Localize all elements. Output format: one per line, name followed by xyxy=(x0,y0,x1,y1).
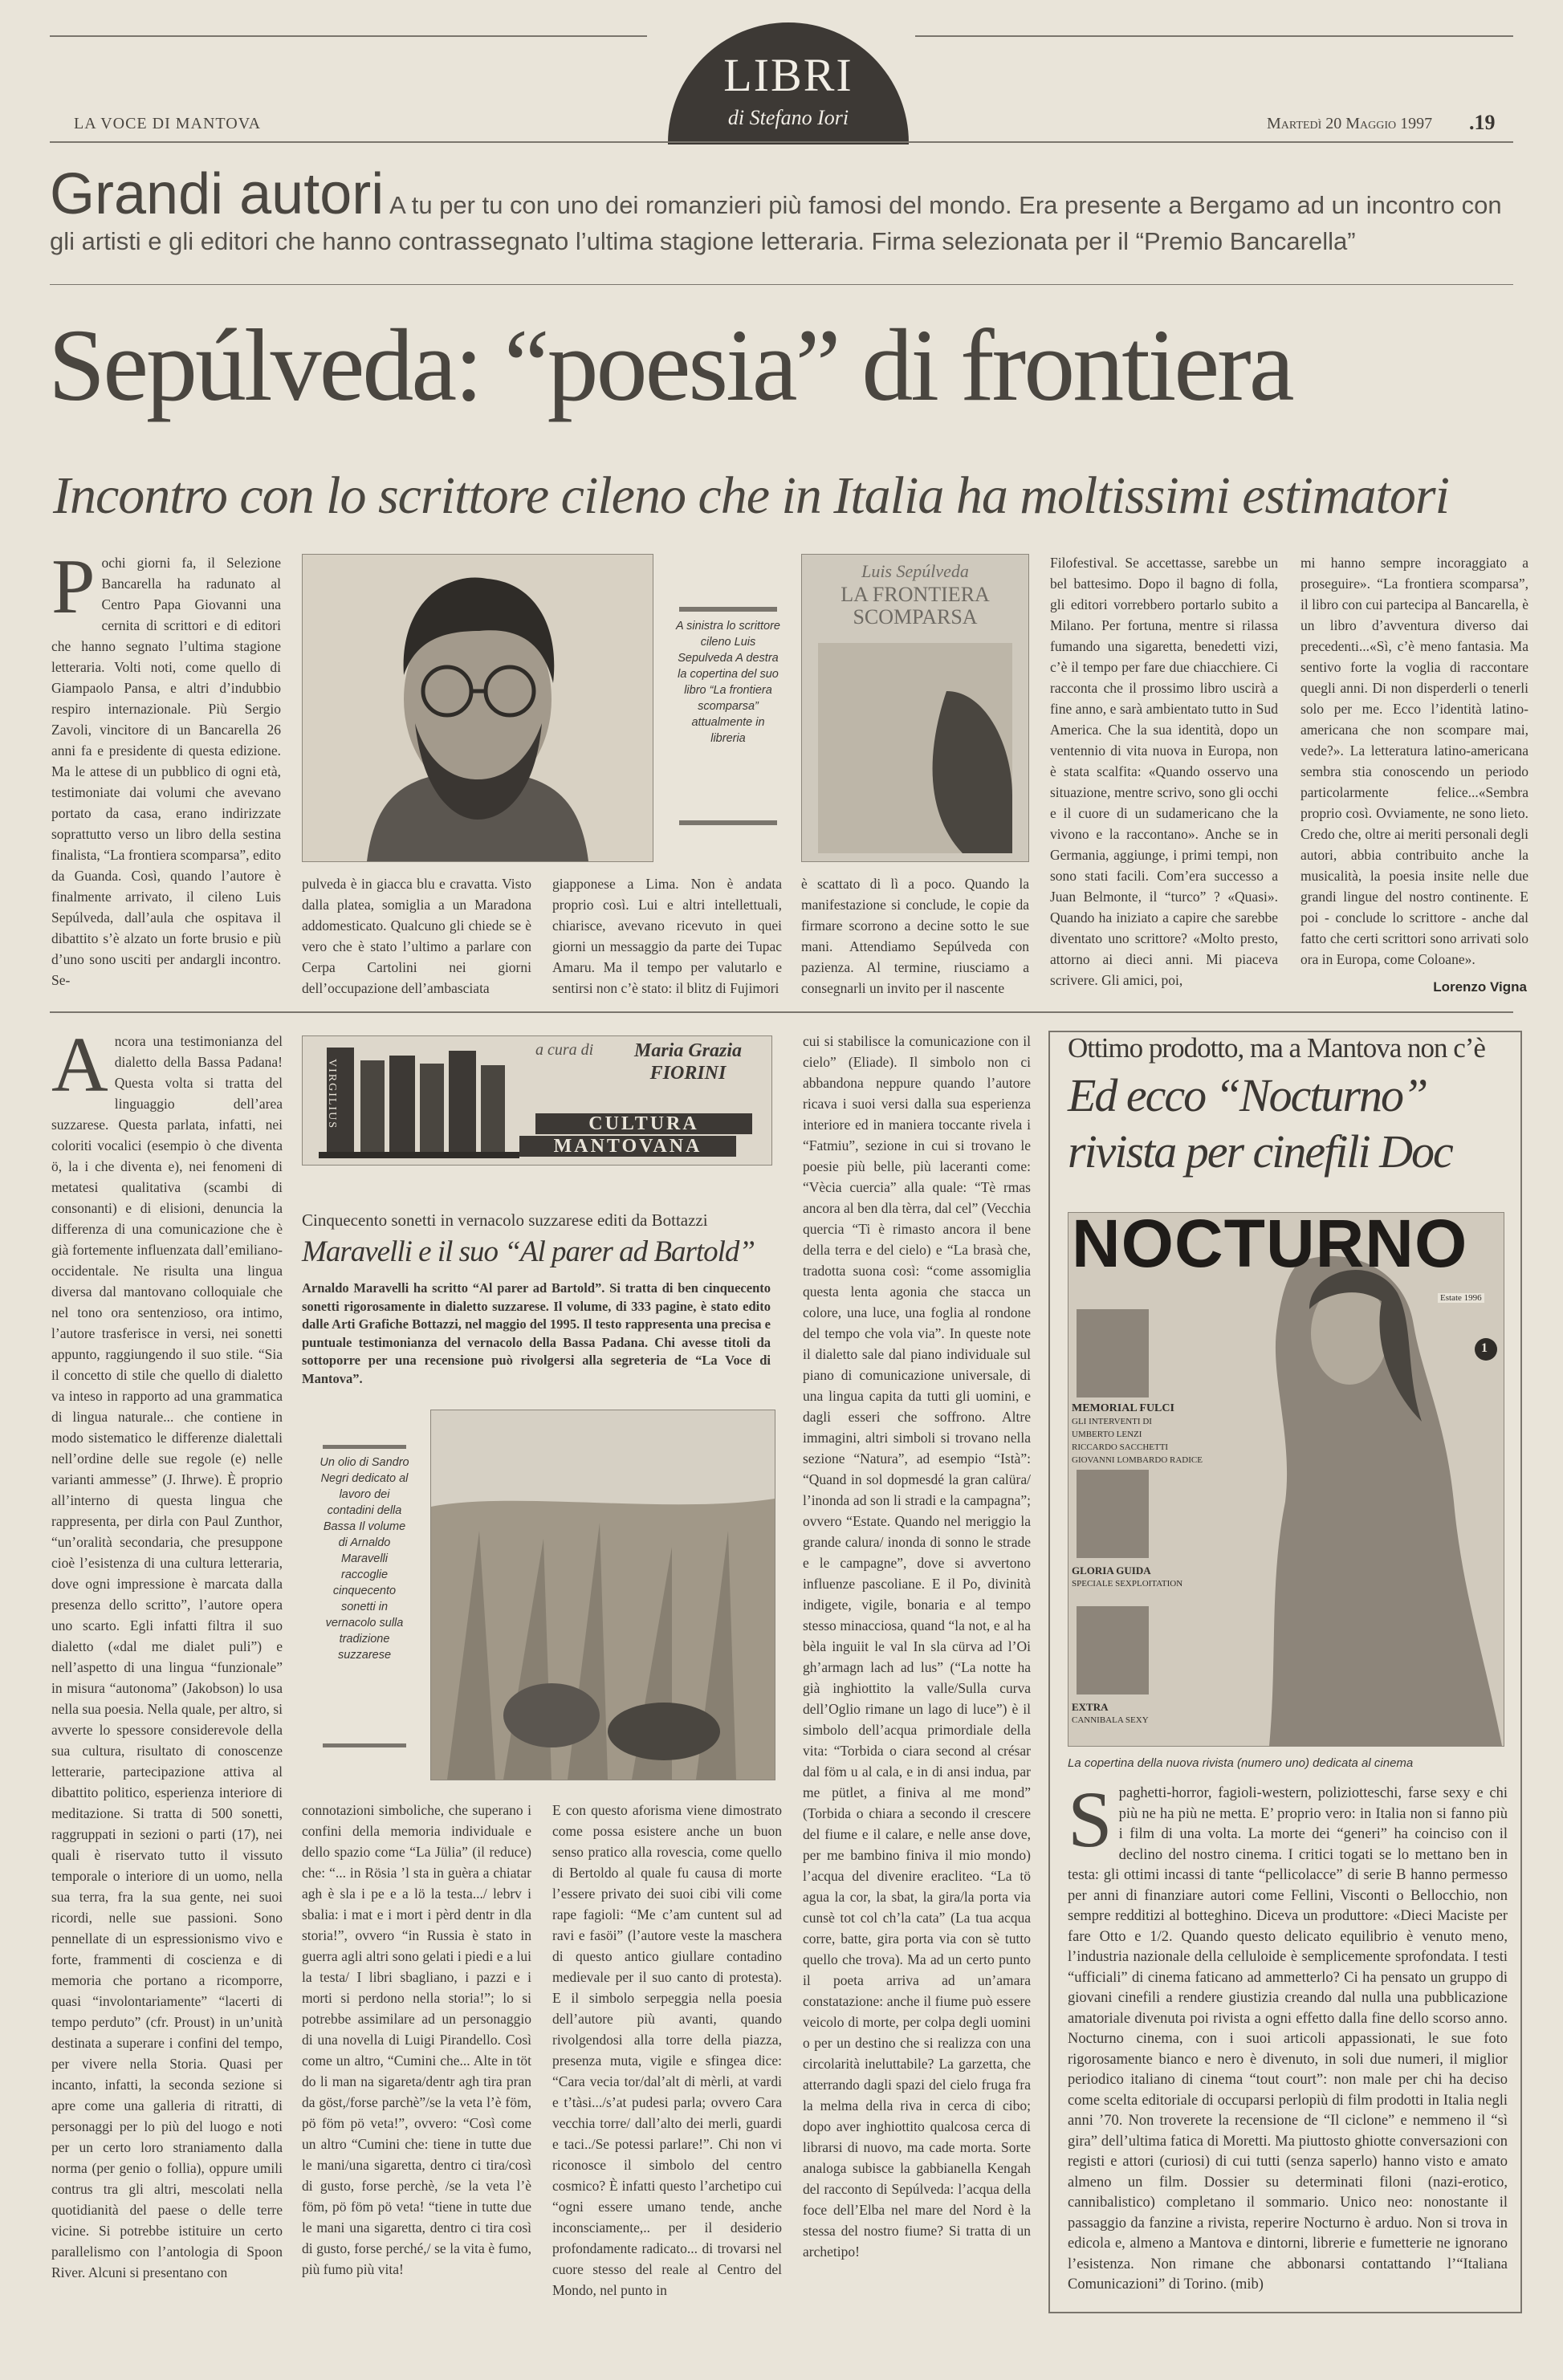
cover-line-5: GIOVANNI LOMBARDO RADICE xyxy=(1072,1455,1203,1465)
curator: Maria Grazia FIORINI xyxy=(633,1040,743,1084)
cover-line-2: GLI INTERVENTI DI xyxy=(1072,1417,1152,1426)
issue-date: Martedì 20 Maggio 1997 xyxy=(1267,115,1433,132)
article-text: giapponese a Lima. Non è andata proprio così. Lui e altri intellettuali, chiarisce, avevano ricevuto in quei giorni un messaggio da parte dei Tupac Amaru. Ma il tempo per valutarlo e sentirsi non c’è stato: il blitz di Fujimori xyxy=(552,876,782,996)
section-title: LIBRI xyxy=(723,49,853,101)
sepulveda-col-4 xyxy=(801,873,1029,1002)
article-text: cui si stabilisce la comunicazione con il cielo” (Eliade). Il simbolo non ci abbandona neppure quando l’autore ricava i suoi versi dalla sua esperienza interiore ed in maniera toccante rivela i “Fatmiu”, sezione in cui si trovano le poesie più belle, più laceranti come: “Vècia cuercia” alla quale: “Tè rmas ancora al ben dla tèrra, dal cel” (Vecchia quercia “Ti è rimasto ancora il bene della terra e del cielo) e “La brasà che, tradotta suona così: “come assomiglia questa lenta agonia che stacca un colore, una luce, una foglia al rondone del tempo che vola via”. In queste note il dialetto sale dal piano individuale sul piano di comunicazione universale, di una lingua capita da tutti gli uomini, e dagli esseri che soffrono. Altre immagini, altri simboli si trovano nella sezione “Natura”, ad esempio “Istà”: “Quand in sol dopmesdé la gran calüra/ l’inonda ad son li stradi e la campagna”; ovvero “Estate. Quando nel meriggio la grande calura/ inonda di sonno le strade e le campagne”, dove si avvertono influenze pascoliane. E il Po, divinità indigete, vigile, bonaria e al tempo stesso minacciosa, quand “la not, e al ha bèla inguiit le val In sla cürva ad l’Oi gh’armagn lach ad lus” (“La notte ha già inghiottito la valle/Sulla curva dell’Oglio rimane un lago di luce”) è il simbolo dell’acqua primordiale della vita: “Torbida o ciara second al crésar dal föm u al cala, e in di ansi indua, par me pütlet, a finiva al me mond” (Torbida o chiara a secondo il crescere del fiume e il calare, e nelle anse dove, per me bambino finiva il mio mondo) l’acqua del divenire eracliteo. “La tö agua la cor, la sbat, la gira/la porta via cunsè tot col ch’la cata” (La tua acqua corre, batte, gira porta via con sè tutto quello che trova). Ma ad un certo punto il poeta arriva ad un’amara constatazione: anche il fiume può essere veicolo di morte, per colpa degli uomini o per un destino che si realizza con una circolarità ineluttabile? La garzetta, che atterrando dagli spazi del cielo fruga fra la melma della riva in cerca di cibo; dopo aver inghiottito qualcosa cerca di librarsi di nuovo, ma cade morta. Sorte analoga subisce la gabbianella Kengah del racconto di Sepúlveda: l’acqua della foce dell’Elba nel mare del Nord è la stessa del nostro fiume? Si tratta di un archetipo! xyxy=(803,1033,1031,2260)
nocturno-caption: La copertina della nuova rivista (numero uno) dedicata al cinema xyxy=(1068,1756,1414,1770)
book-cover xyxy=(801,554,1029,862)
nocturno-title: Ed ecco “Nocturno” rivista per cinefili Doc xyxy=(1068,1069,1452,1178)
book-title: LA FRONTIERA SCOMPARSA xyxy=(841,583,990,629)
sepulveda-col-2 xyxy=(302,873,531,1002)
curated-by: a cura di xyxy=(535,1041,594,1059)
article-text: è scattato di lì a poco. Quando la manifestazione si conclude, le copie da firmare scorrono a decine sotto le sue mani. Attendiamo Sepúlveda con pazienza. Al termine, riusciamo a consegnarli un invito per il nascente xyxy=(801,876,1029,996)
painting-caption: Un olio di Sandro Negri dedicato al lavoro dei contadini della Bassa Il volume di Arnaldo Maravelli raccoglie cinquecento sonetti in vernacolo sulla tradizione suzzarese xyxy=(320,1456,409,1662)
cover-issue: Estate 1996 xyxy=(1438,1293,1484,1303)
cultura-lead: Arnaldo Maravelli ha scritto “Al parer ad Bartold”. Si tratta di ben cinquecento sonetti rigorosamente in dialetto suzzarese. Il volume, di 333 pagine, è stato edito dalle Arti Grafiche Bottazzi, nel maggio del 1995. Il testo rappresenta una precisa e puntuale testimonianza del vernacolo della Bassa Padana. Chi avesse titoli da sottoporre per una recensione può rivolgersi alla segreteria de “La Voce di Mantova”. xyxy=(302,1280,771,1386)
drop-cap: S xyxy=(1068,1784,1113,1864)
cultura-title: Maravelli e il suo “Al parer ad Bartold” xyxy=(302,1235,755,1268)
article-text: connotazioni simboliche, che superano i confini della memoria individuale e dello spazio come “La Jülia” (il reduce) che: “... in Rösia ’l sta in guèra a chiatar agh è sla i pe e a lö la testa.../ lebrv i sbalia: i mat e i mort i pèrd dentr in dla storia!”, ovvero “in Russia è stato in guerra agli altri sono gelati i piedi e a lui la testa/ I libri sbagliano, i pazzi e i morti si perdono nella storia!”; lo si potrebbe assimilare ad un personaggio di una novella di Luigi Pirandello. Così come un altro, “Cumini che... Alte in töt do li man na sigareta/dentr agh tira pran da göst,/forse parchè”/se la veta l’è föm, pö föm pö veta!”, ovvero: “Così come un altro “Cumini che: tiene in tutte due le mani/una sigaretta, dentro ci tira/così di gusto, forse perchè, /se la veta l’è föm, pö föm pö veta! “tiene in tutte due le mani una sigaretta, dentro ci tira così di gusto, forse perché,/ se la vita è fumo, più fumo più vita! xyxy=(302,1802,531,2277)
article-text: mi hanno sempre incoraggiato a proseguire». “La frontiera scomparsa”, il libro con cui partecipa al Bancarella, è un libro d’avventura diverso dai precedenti...«Sì, c’è meno fantasia. Ma sentivo forte la voglia di raccontare quegli anni. Di non disperderli o tenerli solo per me. Ecco l’identità latino-americana che non scompare mai, vede?». La letteratura latino-americana sembra stia conoscendo un periodo particolarmente felice...«Sembra proprio così. Ovviamente, ne sono lieto. Credo che, oltre ai meriti personali degli autori, abbia contribuito anche la musicalità, la poesia insite nelle due grandi lingue del nostro continente. E poi - conclude lo scrittore - anche dal fatto che certi scrittori sono arrivati solo ora in Europa, come Coloane». xyxy=(1300,555,1528,967)
sepulveda-col-3 xyxy=(552,873,782,1002)
banner-mantovana: MANTOVANA xyxy=(553,1136,702,1157)
nocturno-body xyxy=(1068,1784,1508,2304)
article-text: E con questo aforisma viene dimostrato come possa esistere anche un buon senso pratico alla rovescia, come quello di Bertoldo al quale fu causa di morte l’essere privato dei suoi cibi vili come rape fagioli: “Me c’am cuntent sul ad ravi e fasöi” (l’autore veste la maschera di questo antico giullare contadino medievale per il suo canto di protesta). E il simbolo serpeggia nella poesia dell’autore più avanti, quando rivolgendosi alla torre della piazza, presenza muta, vigile e sfingea dice: “Cara vecia tor/dal’alt di mèrli, at vardi e t’tàsi.../s’at pudesi parla; ovvero Cara vecchia torre/ dall’alto dei merli, guardi e taci../Se potessi parlare!”. Chi non vi riconosce il simbolo del centro cosmico? È infatti questo l’archetipo cui “ogni essere umano tende, anche inconsciamente,.. per il desiderio profondamente radicato... di trovarsi nel cuore stesso del reale al Centro del Mondo, nel punto in xyxy=(552,1802,782,2298)
page-number: .19 xyxy=(1469,111,1496,134)
cover-line-4: RICCARDO SACCHETTI xyxy=(1072,1442,1169,1452)
cover-line-3: UMBERTO LENZI xyxy=(1072,1430,1142,1439)
author-photo xyxy=(302,554,653,862)
cultura-header xyxy=(302,1035,772,1166)
nocturno-cover xyxy=(1068,1212,1504,1747)
drop-cap: P xyxy=(51,552,96,630)
painting xyxy=(430,1410,775,1780)
paper-name: LA VOCE DI MANTOVA xyxy=(74,115,262,132)
cover-number: 1 xyxy=(1481,1341,1488,1355)
article-text: pulveda è in giacca blu e cravatta. Visto dalla platea, somiglia a un Maradona addomesticato. Qualcuno gli chiede se è vero che è stato l’ultimo a parlare con Cerpa Cartolini nei giorni dell’occupazione dell’ambasciata xyxy=(302,876,531,996)
nocturno-kicker: Ottimo prodotto, ma a Mantova non c’è xyxy=(1068,1032,1485,1064)
subheadline: Incontro con lo scrittore cileno che in Italia ha moltissimi estimatori xyxy=(53,466,1449,525)
article-text: ncora una testimonianza del dialetto della Bassa Padana! Questa volta si tratta del linguaggio dell’area suzzarese. Questa parlata, infatti, nei coloriti vocalici (esempio ò che diventa ö, la i che diventa e), nei fenomeni di metatesi qualitativa (scambi di consonanti) e di elisioni, denuncia la differenza di una comunicazione che è già fortemente influenzata dall’emiliano-occidentale. Ne risulta una lingua diversa dal mantovano colloquiale che nel tono ora sentenzioso, ora intimo, l’autore trasferisce in versi, nei sonetti appunto, raggiungendo il suo stile. “Sia il concetto di stile che quello di dialetto va inteso in rapporto ad una grammatica di lingua naturale... che contiene in modo sistematico le differenze dialettali nell’ordine delle sue regole (e) nelle varianti ammesse” (J. Ihrwe). È proprio all’interno di questa lingua che rappresenta, per dirla con Paul Zunthor, “un’oralità secondaria, che presuppone cioè l’esistenza di una cultura letteraria, dove ogni impressione è marcata dalla presenza dello scritto”, l’autore opera uno scarto. Egli infatti filtra il suo dialetto («dal me dialet puli”) e nell’aspetto di una lingua “funzionale” in misura “autonoma” (Jakobson) lo usa nella sua poesia. Nella quale, per altro, si avverte lo spessore considerevole della sua cultura, risultato di conoscenze letterarie, partecipazione attiva al dibattito politico, esperienza interiore di meditazione. Si tratta di 500 sonetti, raggruppati in sezioni o parti (17), nei quali è riservato tutto il vissuto temporale o interiore di un uomo, nella sua terra, fra la sua gente, nei suoi ricordi, nelle sue passioni. Sono pennellate di un espressionismo vivo e forte, frammenti di coscienza e di memoria che portano a ricomporre, quasi “involontariamente” “lacerti di tempo perduto” (cfr. Proust) in un’unità destinata a superare i confini del tempo, per vivere nella Storia. Quasi per incanto, infatti, la seconda sezione si apre come una galleria di ritratti, di personaggi per lo più del luogo e noti per un certo loro straniamento dalla norma (per genio o follia), oppure umili contrus tra gli altri, mescolati nella quotidianità del paese o delle terre vicine. Si potrebbe istituire un certo parallelismo con l’antologia di Spoon River. Alcuni si presentano con xyxy=(51,1033,283,2280)
drop-cap: A xyxy=(51,1031,108,1109)
cover-line-1: MEMORIAL FULCI xyxy=(1072,1402,1174,1414)
article-text: paghetti-horror, fagioli-western, poliziotteschi, farse sexy e chi più ne ha più ne metta. E’ proprio vero: in Italia non si fanno più i film di una volta. La morte dei “generi” ha coinciso con il declino del nostro cinema. I critici togati se lo mettano ben in testa: gli ottimi incassi di tante “pellicolacce” di serie B hanno permesso per anni di finanziare autori come Fellini, Visconti o Bellocchio, non sempre redditizi al botteghino. Diceva un produttore: «Dieci Maciste per fare Otto e 1/2. Quando questo delicato equilibrio è venuto meno, l’industria nazionale della celluloide è semplicemente sprofondata. I testi “ufficiali” di cinema faticano ad ammetterlo? Ci ha pensato un gruppo di giovani cinefili a rendere giustizia creando dal nulla una pubblicazione amatoriale divenuta poi rivista a ogni effetto dalla fine dello scorso anno. Nocturno cinema, con i suoi articoli appassionati, le sue foto rigorosamente bianco e nero è divenuto, in soli due numeri, il miglior periodico italiano di cinema “tout court”: non male per chi ha deciso come scelta editoriale di occuparsi perlopiù di film prodotti in Italia negli anni ’70. Non troverete la recensione de “Il ciclone” e nemmeno il “sì gira” dell’ultima fatica di Moretti. Ma piuttosto ghiotte conversazioni con registi e attori (curiosi) di cui tutti (senza saperlo) hanno visto e amato almeno un film. Dossier su determinati filoni (nazi-erotico, cannibalistico) completano il sommario. Unico neo: nonostante il passaggio da fanzine a rivista, reperire Nocturno è arduo. Non si trova in edicola e, almeno a Mantova e dintorni, librerie e fumetterie ne ignorano l’esistenza. Non rimane che abbonarsi contattando l’“Italiana Comunicazioni” di Torino. (mib) xyxy=(1068,1785,1508,2293)
cultura-col-1 xyxy=(51,1031,283,2304)
book-author: Luis Sepúlveda xyxy=(861,561,969,581)
cover-title: NOCTURNO xyxy=(1072,1212,1468,1281)
cultura-kicker: Cinquecento sonetti in vernacolo suzzarese editi da Bottazzi xyxy=(302,1210,708,1230)
section-author: di Stefano Iori xyxy=(727,106,849,129)
cultura-col-2 xyxy=(302,1800,531,2304)
cultura-col-4 xyxy=(803,1031,1031,2304)
kicker-label: Grandi autori xyxy=(50,162,385,226)
kicker xyxy=(50,162,1511,259)
sepulveda-col-6 xyxy=(1300,552,1528,979)
headline: Sepúlveda: “poesia” di frontiera xyxy=(48,308,1292,422)
spine-label: VIRGILIUS xyxy=(326,1059,338,1129)
cover-line-7: SPECIALE SEXPLOITATION xyxy=(1072,1579,1183,1589)
banner-cultura: CULTURA xyxy=(588,1113,699,1134)
photo-caption: A sinistra lo scrittore cileno Luis Sepulveda A destra la copertina del suo libro “La frontiera scomparsa” attualmente in libreria xyxy=(676,620,780,745)
sepulveda-col-5 xyxy=(1050,552,1278,1002)
article-text: Filofestival. Se accettasse, sarebbe un bel battesimo. Dopo il bagno di folla, gli editori vorrebbero portarlo subito a Milano. Per fortuna, mentre si rilassa fumando una sigaretta, benedetti vizi, c’è il tempo per fare due chiacchiere. Ci racconta che il prossimo libro uscirà a fine anno, e sarà ambientato tutto in Sud America. Che la sua identità, dopo un ventennio di vita nuova in Europa, non è stata scalfita: «Quando osservo una situazione, mentre scrivo, sono gli occhi e il cuore di un sudamericano che la vivono e la raccontano». Anche se in Germania, aggiunge, i primi tempi, non sono stati facili. Com’era successo a Juan Belmonte, il “turco” ? «Quasi». Quando ha iniziato a capire che sarebbe diventato uno scrittore? «Molto presto, attorno ai dieci anni. Mi piaceva scrivere. Gli amici, poi, xyxy=(1050,555,1278,988)
cover-line-8: EXTRA xyxy=(1072,1701,1109,1713)
article-text: ochi giorni fa, il Selezione Bancarella ha radunato al Centro Papa Giovanni una cernita di scrittori e di editori che hanno segnato l’ultima stagione letteraria. Volti noti, come quello di Giampaolo Pansa, e altri d’indubbio respiro internazionale. Più Sergio Zavoli, vincitore di un Bancarella 26 anni fa e presidente di questa edizione. Ma le attese di un pubblico di ogni età, testimoniate dai volumi che avevano portato da casa, erano indirizzate soprattutto verso un libro della sestina finalista, “La frontiera scomparsa”, edito da Guanda. Così, quando l’autore è finalmente arrivato, il cileno Luis Sepúlveda, dall’aula che ospitava il dibattito s’è alzato un forte brusio e più d’uno sono usciti per andargli incontro. Se- xyxy=(51,555,281,988)
cultura-col-3 xyxy=(552,1800,782,2304)
cover-line-9: CANNIBALA SEXY xyxy=(1072,1715,1149,1725)
sepulveda-col-1 xyxy=(51,552,281,1002)
signature: Lorenzo Vigna xyxy=(1433,979,1527,995)
kicker-text: A tu per tu con uno dei romanzieri più famosi del mondo. Era presente a Bergamo ad un incontro con gli artisti e gli editori che hanno contrassegnato l’ultima stagione letteraria. Firma selezionata per il “Premio Bancarella” xyxy=(50,191,1502,255)
cover-line-6: GLORIA GUIDA xyxy=(1072,1564,1151,1576)
